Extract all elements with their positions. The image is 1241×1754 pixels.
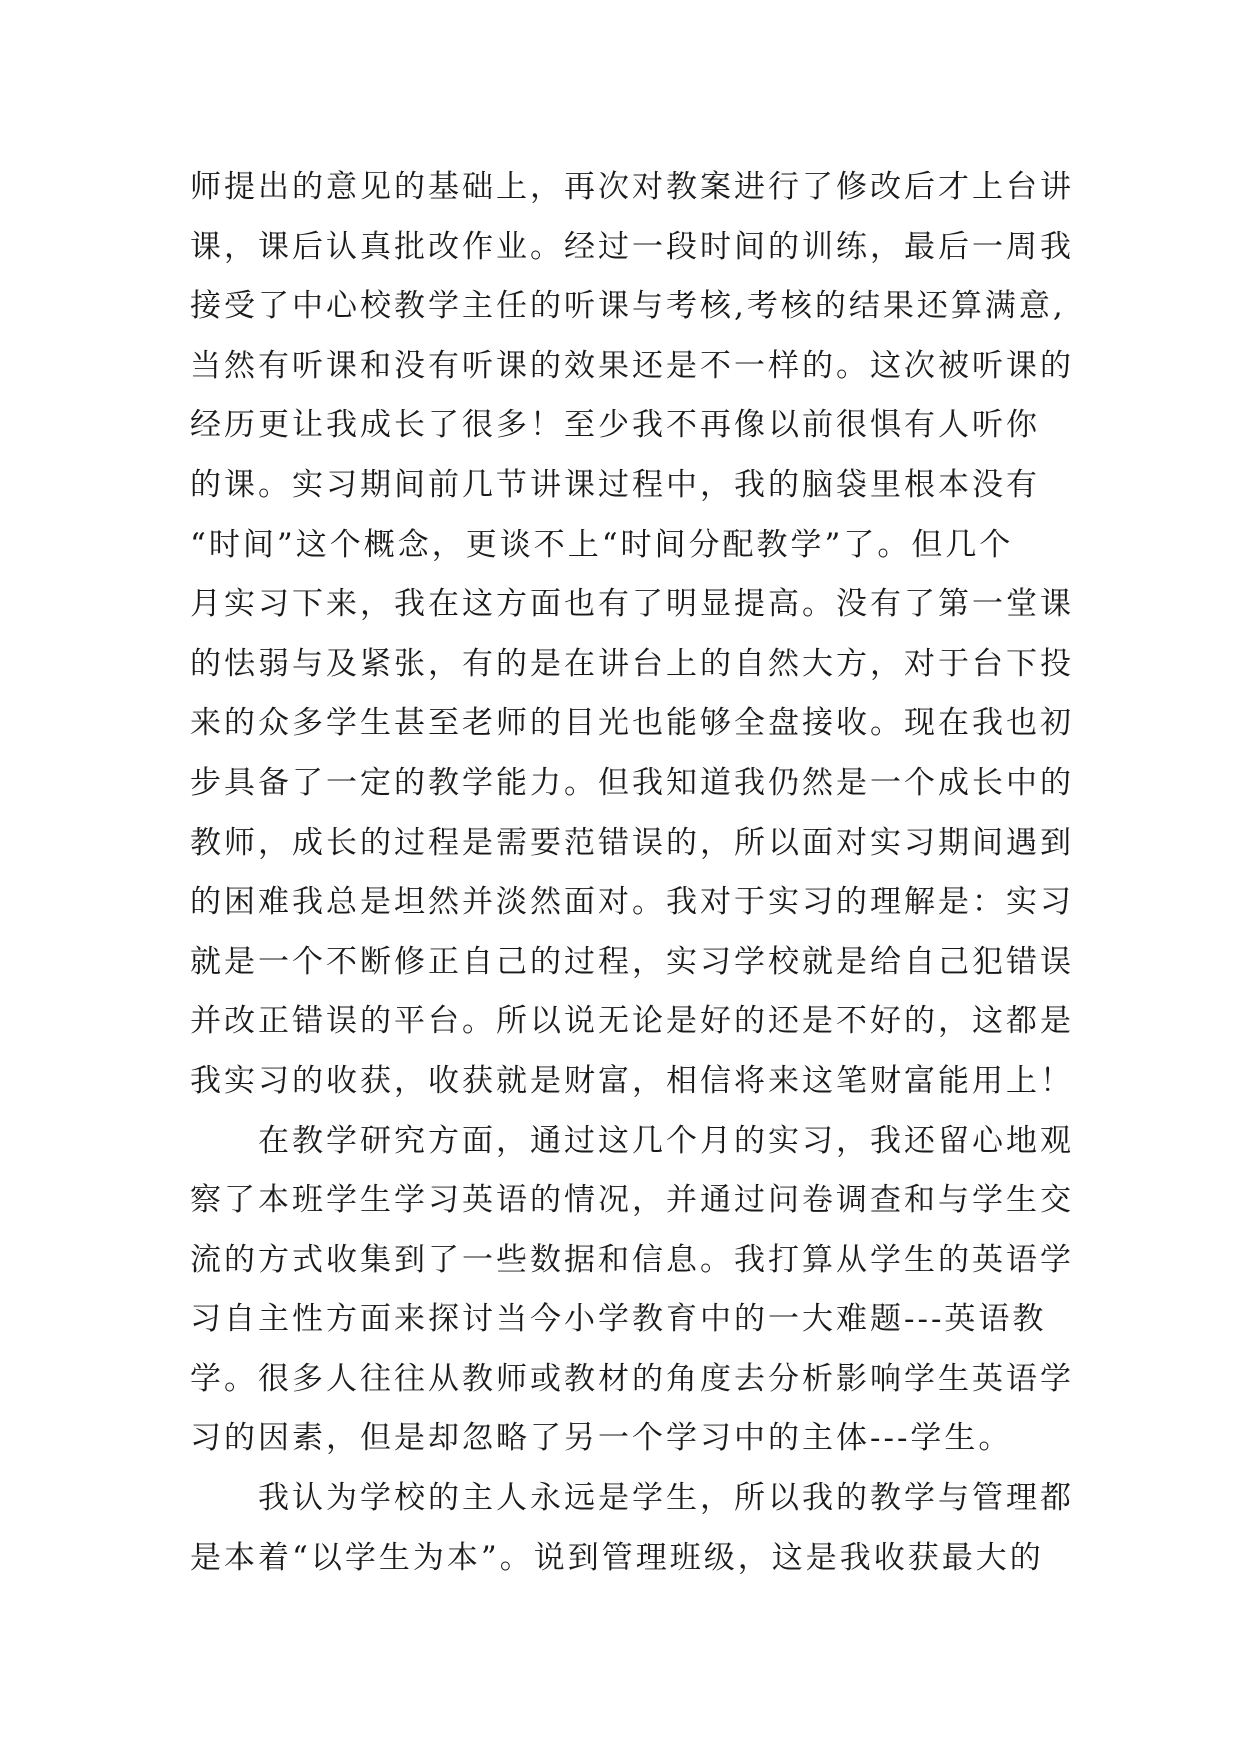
text-line: 经历更让我成长了很多！至少我不再像以前很惧有人听你: [190, 407, 1040, 444]
text-line: 来的众多学生甚至老师的目光也能够全盘接收。现在我也初: [190, 705, 1074, 742]
text-line: 月实习下来，我在这方面也有了明显提高。没有了第一堂课: [190, 586, 1074, 623]
text-line: 流的方式收集到了一些数据和信息。我打算从学生的英语学: [190, 1241, 1074, 1278]
text-line: 的困难我总是坦然并淡然面对。我对于实习的理解是：实习: [190, 884, 1074, 921]
text-line: 察了本班学生学习英语的情况，并通过问卷调查和与学生交: [190, 1182, 1074, 1219]
text-line: 步具备了一定的教学能力。但我知道我仍然是一个成长中的: [190, 764, 1074, 801]
body-text: [190, 158, 1090, 1588]
text-line: 的课。实习期间前几节讲课过程中，我的脑袋里根本没有: [190, 466, 1040, 503]
text-line: 是本着“以学生为本”。说到管理班级，这是我收获最大的: [190, 1539, 1044, 1576]
text-line: 我实习的收获，收获就是财富，相信将来这笔财富能用上！: [190, 1062, 1074, 1099]
text-line: 并改正错误的平台。所以说无论是好的还是不好的，这都是: [190, 1003, 1074, 1040]
text-line: 当然有听课和没有听课的效果还是不一样的。这次被听课的: [190, 347, 1074, 384]
paragraph-first-line: 我认为学校的主人永远是学生，所以我的教学与管理都: [258, 1480, 1074, 1517]
paragraph-first-line: 在教学研究方面，通过这几个月的实习，我还留心地观: [258, 1122, 1074, 1159]
text-line: 习的因素，但是却忽略了另一个学习中的主体---学生。: [190, 1420, 1013, 1457]
text-line: 就是一个不断修正自己的过程，实习学校就是给自己犯错误: [190, 943, 1074, 980]
text-line: 教师，成长的过程是需要范错误的，所以面对实习期间遇到: [190, 824, 1074, 861]
text-line: 师提出的意见的基础上，再次对教案进行了修改后才上台讲: [190, 169, 1074, 205]
text-line: 习自主性方面来探讨当今小学教育中的一大难题---英语教: [190, 1301, 1047, 1338]
text-line: 的怯弱与及紧张，有的是在讲台上的自然大方，对于台下投: [190, 645, 1074, 682]
text-line: 接受了中心校教学主任的听课与考核,考核的结果还算满意,: [190, 288, 1066, 325]
text-line: 学。很多人往往从教师或教材的角度去分析影响学生英语学: [190, 1360, 1074, 1397]
text-line: 课，课后认真批改作业。经过一段时间的训练，最后一周我: [190, 228, 1074, 265]
text-line: “时间”这个概念，更谈不上“时间分配教学”了。但几个: [190, 526, 1014, 563]
